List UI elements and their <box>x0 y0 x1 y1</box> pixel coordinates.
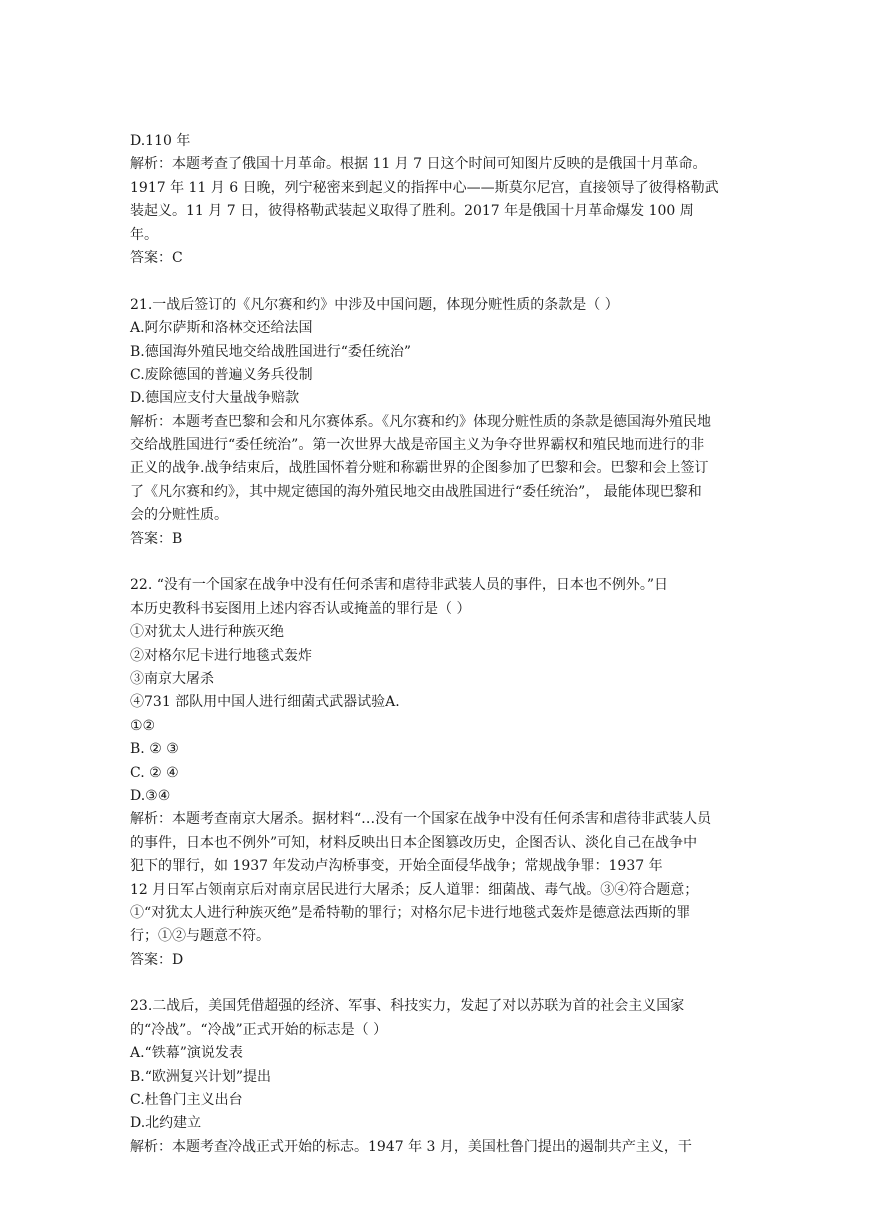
analysis-line: 解析：本题考查南京大屠杀。据材料“…没有一个国家在战争中没有任何杀害和虐待非武装人员 <box>130 811 712 828</box>
option-b: B.“欧洲复兴计划”提出 <box>130 1068 272 1085</box>
statement-item: ①对犹太人进行种族灭绝 <box>130 624 284 641</box>
statement-item: ②对格尔尼卡进行地毯式轰炸 <box>130 647 312 664</box>
document-page <box>130 130 745 1159</box>
option-d: D.德国应支付大量战争赔款 <box>130 390 300 407</box>
option-c: C. ② ④ <box>130 764 179 781</box>
analysis-line: 解析：本题考查巴黎和会和凡尔赛体系。《凡尔赛和约》体现分赃性质的条款是德国海外殖民地 <box>130 413 711 430</box>
question-stem: 22. “没有一个国家在战争中没有任何杀害和虐待非武装人员的事件，日本也不例外。”日 <box>130 577 669 594</box>
option-a: A.“铁幕”演说发表 <box>130 1045 243 1062</box>
analysis-line: 正义的战争.战争结束后，战胜国怀着分赃和称霸世界的企图参加了巴黎和会。巴黎和会上签订 <box>130 460 709 477</box>
option-b: B. ② ③ <box>130 741 179 758</box>
question-stem: 的“冷战”。“冷战”正式开始的标志是（ ） <box>130 1021 388 1038</box>
question-stem: 21.一战后签订的《凡尔赛和约》中涉及中国问题，体现分赃性质的条款是（ ） <box>130 296 619 313</box>
analysis-line: 装起义。11 月 7 日，彼得格勒武装起义取得了胜利。2017 年是俄国十月革命爆发 100 周 <box>130 203 694 220</box>
analysis-line: 年。 <box>130 226 158 243</box>
analysis-line: 1917 年 11 月 6 日晚，列宁秘密来到起义的指挥中心——斯莫尔尼宫，直接领导了彼得格勒武 <box>130 179 719 196</box>
analysis-line: 了《凡尔赛和约》，其中规定德国的海外殖民地交由战胜国进行“委任统治”， 最能体现巴黎和 <box>130 483 702 500</box>
analysis-line: 12 月日军占领南京后对南京居民进行大屠杀；反人道罪：细菌战、毒气战。③④符合题意； <box>130 881 699 898</box>
answer-line: 答案：B <box>130 530 183 547</box>
spacer <box>130 270 745 293</box>
option-d: D.北约建立 <box>130 1115 202 1132</box>
answer-block-q20 <box>130 130 745 270</box>
option-c: C.废除德国的普遍义务兵役制 <box>130 366 313 383</box>
analysis-line: 的事件，日本也不例外”可知，材料反映出日本企图篡改历史，企图否认、淡化自己在战争中 <box>130 834 698 851</box>
answer-line: 答案：C <box>130 249 183 266</box>
statement-item: ④731 部队用中国人进行细菌式武器试验A. <box>130 694 400 711</box>
analysis-line: 犯下的罪行，如 1937 年发动卢沟桥事变，开始全面侵华战争；常规战争罪：1937 年 <box>130 858 663 875</box>
statement-item: ③南京大屠杀 <box>130 670 214 687</box>
question-stem: 本历史教科书妄图用上述内容否认或掩盖的罪行是（ ） <box>130 600 471 617</box>
analysis-line: ①“对犹太人进行种族灭绝”是希特勒的罪行；对格尔尼卡进行地毯式轰炸是德意法西斯的罪 <box>130 904 691 921</box>
option-a: A.阿尔萨斯和洛林交还给法国 <box>130 320 313 337</box>
option-b: B.德国海外殖民地交给战胜国进行“委任统治” <box>130 343 412 360</box>
spacer <box>130 551 745 574</box>
analysis-line: 交给战胜国进行“委任统治”。第一次世界大战是帝国主义为争夺世界霸权和殖民地而进行的非 <box>130 437 705 454</box>
question-21 <box>130 294 745 551</box>
question-22 <box>130 574 745 972</box>
option-c: C.杜鲁门主义出台 <box>130 1092 243 1109</box>
analysis-line: 解析：本题考查了俄国十月革命。根据 11 月 7 日这个时间可知图片反映的是俄国十月革命。 <box>130 156 707 173</box>
spacer <box>130 972 745 995</box>
option-d: D.110 年 <box>130 133 191 149</box>
option-a: ①② <box>130 717 156 734</box>
question-23 <box>130 995 745 1159</box>
analysis-line: 行；①②与题意不符。 <box>130 928 270 945</box>
question-stem: 23.二战后，美国凭借超强的经济、军事、科技实力，发起了对以苏联为首的社会主义国家 <box>130 998 685 1015</box>
option-d: D.③④ <box>130 787 171 804</box>
analysis-line: 会的分赃性质。 <box>130 507 228 524</box>
analysis-line: 解析：本题考查冷战正式开始的标志。1947 年 3 月，美国杜鲁门提出的遏制共产主义，干 <box>130 1138 692 1155</box>
answer-line: 答案：D <box>130 951 184 968</box>
